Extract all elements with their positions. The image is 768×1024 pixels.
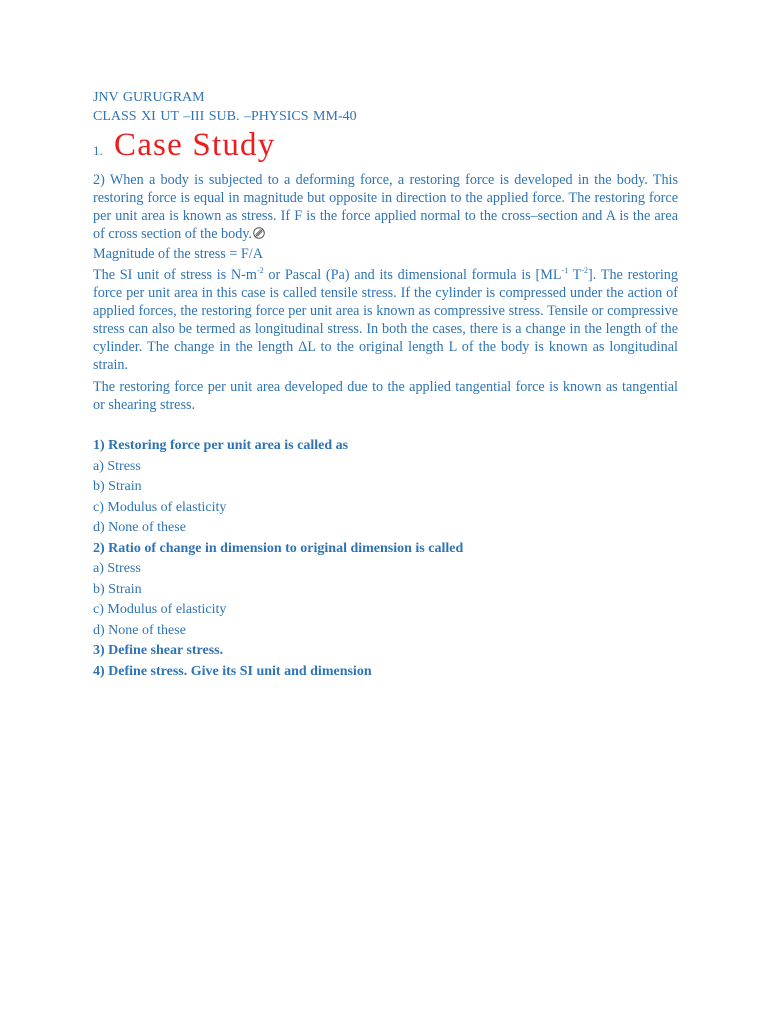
question-1-option-b: b) Strain [93,479,142,494]
question-2-option-d: d) None of these [93,622,186,638]
question-1: 1) Restoring force per unit area is called as [93,438,349,453]
paragraph-3-part-b: or Pascal (Pa) and its dimensional formula is [ML [263,267,562,283]
superscript-1: -2 [256,266,264,275]
paragraph-3 [93,266,678,374]
heading-title: Case Study [114,127,276,163]
superscript-2: -1 [561,266,569,275]
question-2-option-b: b) Strain [93,581,142,597]
superscript-3: -2 [581,266,589,275]
smiley-icon [253,227,265,239]
question-2-option-c: c) Modulus of elasticity [93,602,227,617]
question-2-option-a: a) Stress [93,561,141,576]
question-3: 3) Define shear stress. [93,643,224,658]
school-name: JNV GURUGRAM [93,90,205,105]
class-info-line: CLASS XI UT –III SUB. –PHYSICS MM-40 [93,109,357,124]
section-heading [93,127,678,163]
document-page [93,88,678,682]
paragraph-3-part-d: ]. The restoring force per unit area in this case is called tensile stress. If the cylinder is compressed under the action of applied forces, the restoring force per unit area is known as compressive stress. Tensile or compressive stress can also be termed as longitudinal stress. In both the cases, there is a change in the length of the cylinder. The change in the length ΔL to the original length L of the body is known as longitudinal strain. [93,267,678,373]
paragraph-2: Magnitude of the stress = F/A [93,246,263,262]
paragraph-3-part-c: T [568,267,582,283]
question-1-option-d: d) None of these [93,520,186,535]
paragraph-1 [93,171,678,243]
heading-number: 1. [93,143,103,158]
question-2: 2) Ratio of change in dimension to original dimension is called [93,540,464,556]
question-1-option-a: a) Stress [93,458,141,474]
paragraph-3-part-a: The SI unit of stress is N-m [93,267,257,283]
paragraph-4: The restoring force per unit area developed due to the applied tangential force is known as tangential or shearing stress. [93,379,678,413]
question-list [93,436,678,682]
paragraph-1-text: 2) When a body is subjected to a deforming force, a restoring force is developed in the body. This restoring force is equal in magnitude but opposite in direction to the applied force. The restoring force per unit area is known as stress. If F is the force applied normal to the cross–section and A is the area of cross section of the body. [93,172,678,242]
question-1-option-c: c) Modulus of elasticity [93,499,227,515]
question-4: 4) Define stress. Give its SI unit and dimension [93,663,372,679]
